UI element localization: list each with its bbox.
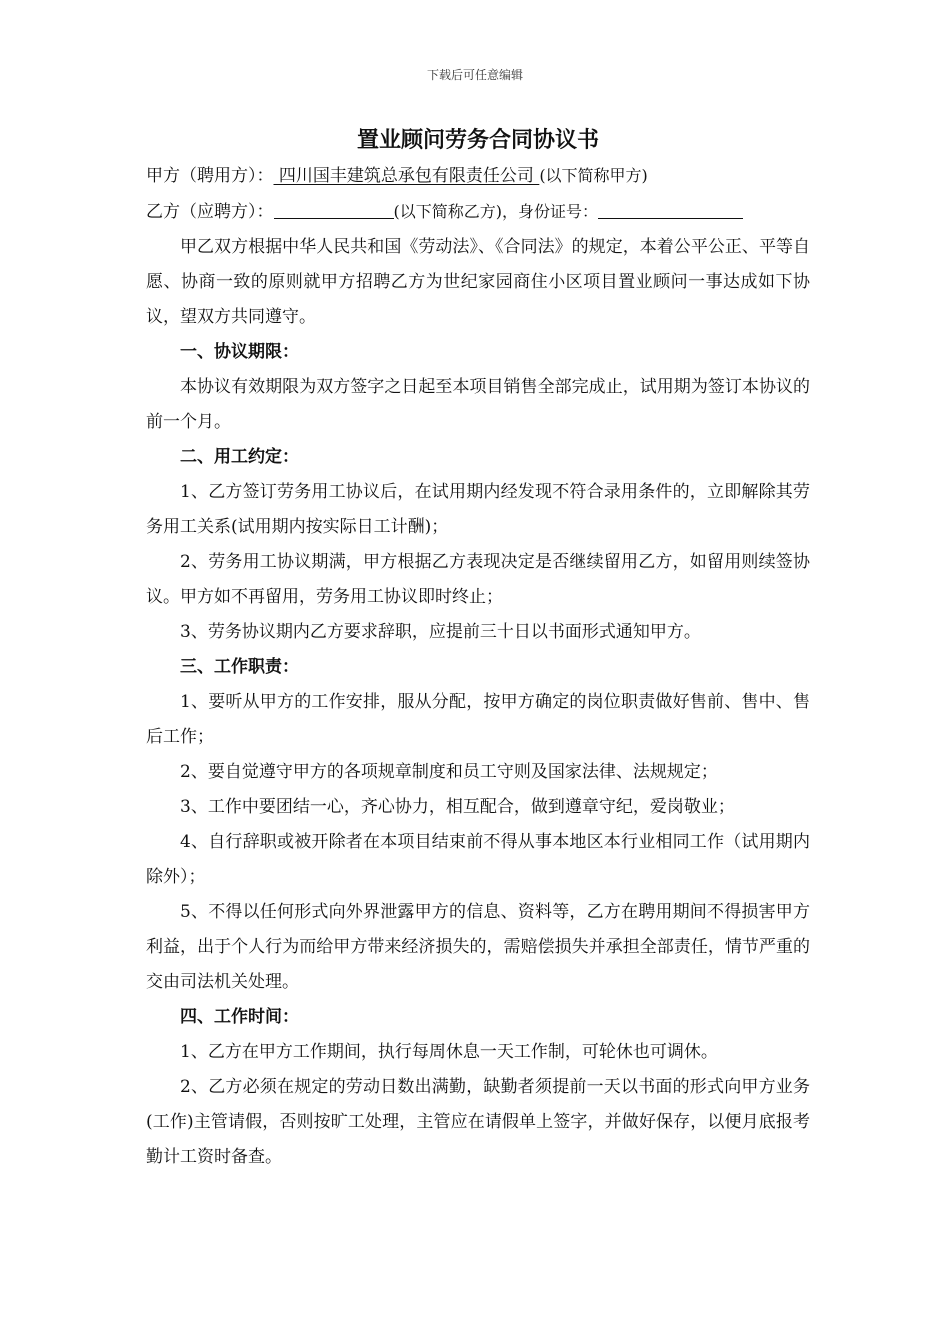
section-heading: 一、协议期限： [180,342,299,362]
clause: 1、乙方在甲方工作期间，执行每周休息一天工作制，可轮休也可调休。 [180,1042,718,1062]
party-b-id-blank[interactable] [598,200,743,219]
document-title: 置业顾问劳务合同协议书 [356,127,599,153]
party-b-suffix: (以下简称乙方)，身份证号： [393,202,598,221]
section-4 [146,1000,810,1175]
section-heading: 四、工作时间： [180,1007,299,1027]
clause: 1、要听从甲方的工作安排，服从分配，按甲方确定的岗位职责做好售前、售中、售后工作； [146,692,810,747]
party-a-label: 甲方（聘用方）： [146,166,274,186]
clause: 本协议有效期限为双方签字之日起至本项目销售全部完成止，试用期为签订本协议的前一个月。 [146,377,810,432]
party-a-company: 四川国丰建筑总承包有限责任公司 [273,166,540,186]
clause: 2、要自觉遵守甲方的各项规章制度和员工守则及国家法律、法规规定； [180,762,718,782]
section-heading: 三、工作职责： [180,657,299,677]
party-b-line [146,194,810,230]
intro-paragraph: 甲乙双方根据中华人民共和国《劳动法》、《合同法》的规定，本着公平公正、平等自愿、协商一致的原则就甲方招聘乙方为世纪家园商住小区项目置业顾问一事达成如下协议，望双方共同遵守。 [146,237,810,327]
party-b-label: 乙方（应聘方）： [146,202,274,222]
clause: 2、劳务用工协议期满，甲方根据乙方表现决定是否继续留用乙方，如留用则续签协议。甲方如不再留用，劳务用工协议即时终止； [146,552,810,607]
section-3 [146,650,810,1000]
section-2 [146,440,810,650]
clause: 5、不得以任何形式向外界泄露甲方的信息、资料等，乙方在聘用期间不得损害甲方利益，出于个人行为而给甲方带来经济损失的，需赔偿损失并承担全部责任，情节严重的交由司法机关处理。 [146,902,810,992]
section-heading: 二、用工约定： [180,447,299,467]
party-a-line [146,158,810,194]
clause: 2、乙方必须在规定的劳动日数出满勤，缺勤者须提前一天以书面的形式向甲方业务(工作)主管请假，否则按旷工处理，主管应在请假单上签字，并做好保存，以便月底报考勤计工资时备查。 [146,1077,810,1167]
clause: 3、工作中要团结一心，齐心协力，相互配合，做到遵章守纪，爱岗敬业； [180,797,735,817]
header-note: 下载后可任意编辑 [426,68,523,82]
clause: 1、乙方签订劳务用工协议后，在试用期内经发现不符合录用条件的，立即解除其劳务用工关系(试用期内按实际日工计酬)； [146,482,810,537]
section-1 [146,335,810,440]
party-a-suffix: (以下简称甲方) [539,166,648,185]
contract-document [146,122,810,1175]
clause: 3、劳务协议期内乙方要求辞职，应提前三十日以书面形式通知甲方。 [180,622,701,642]
clause: 4、自行辞职或被开除者在本项目结束前不得从事本地区本行业相同工作（试用期内除外）； [146,832,810,887]
party-b-name-blank[interactable] [274,200,394,219]
